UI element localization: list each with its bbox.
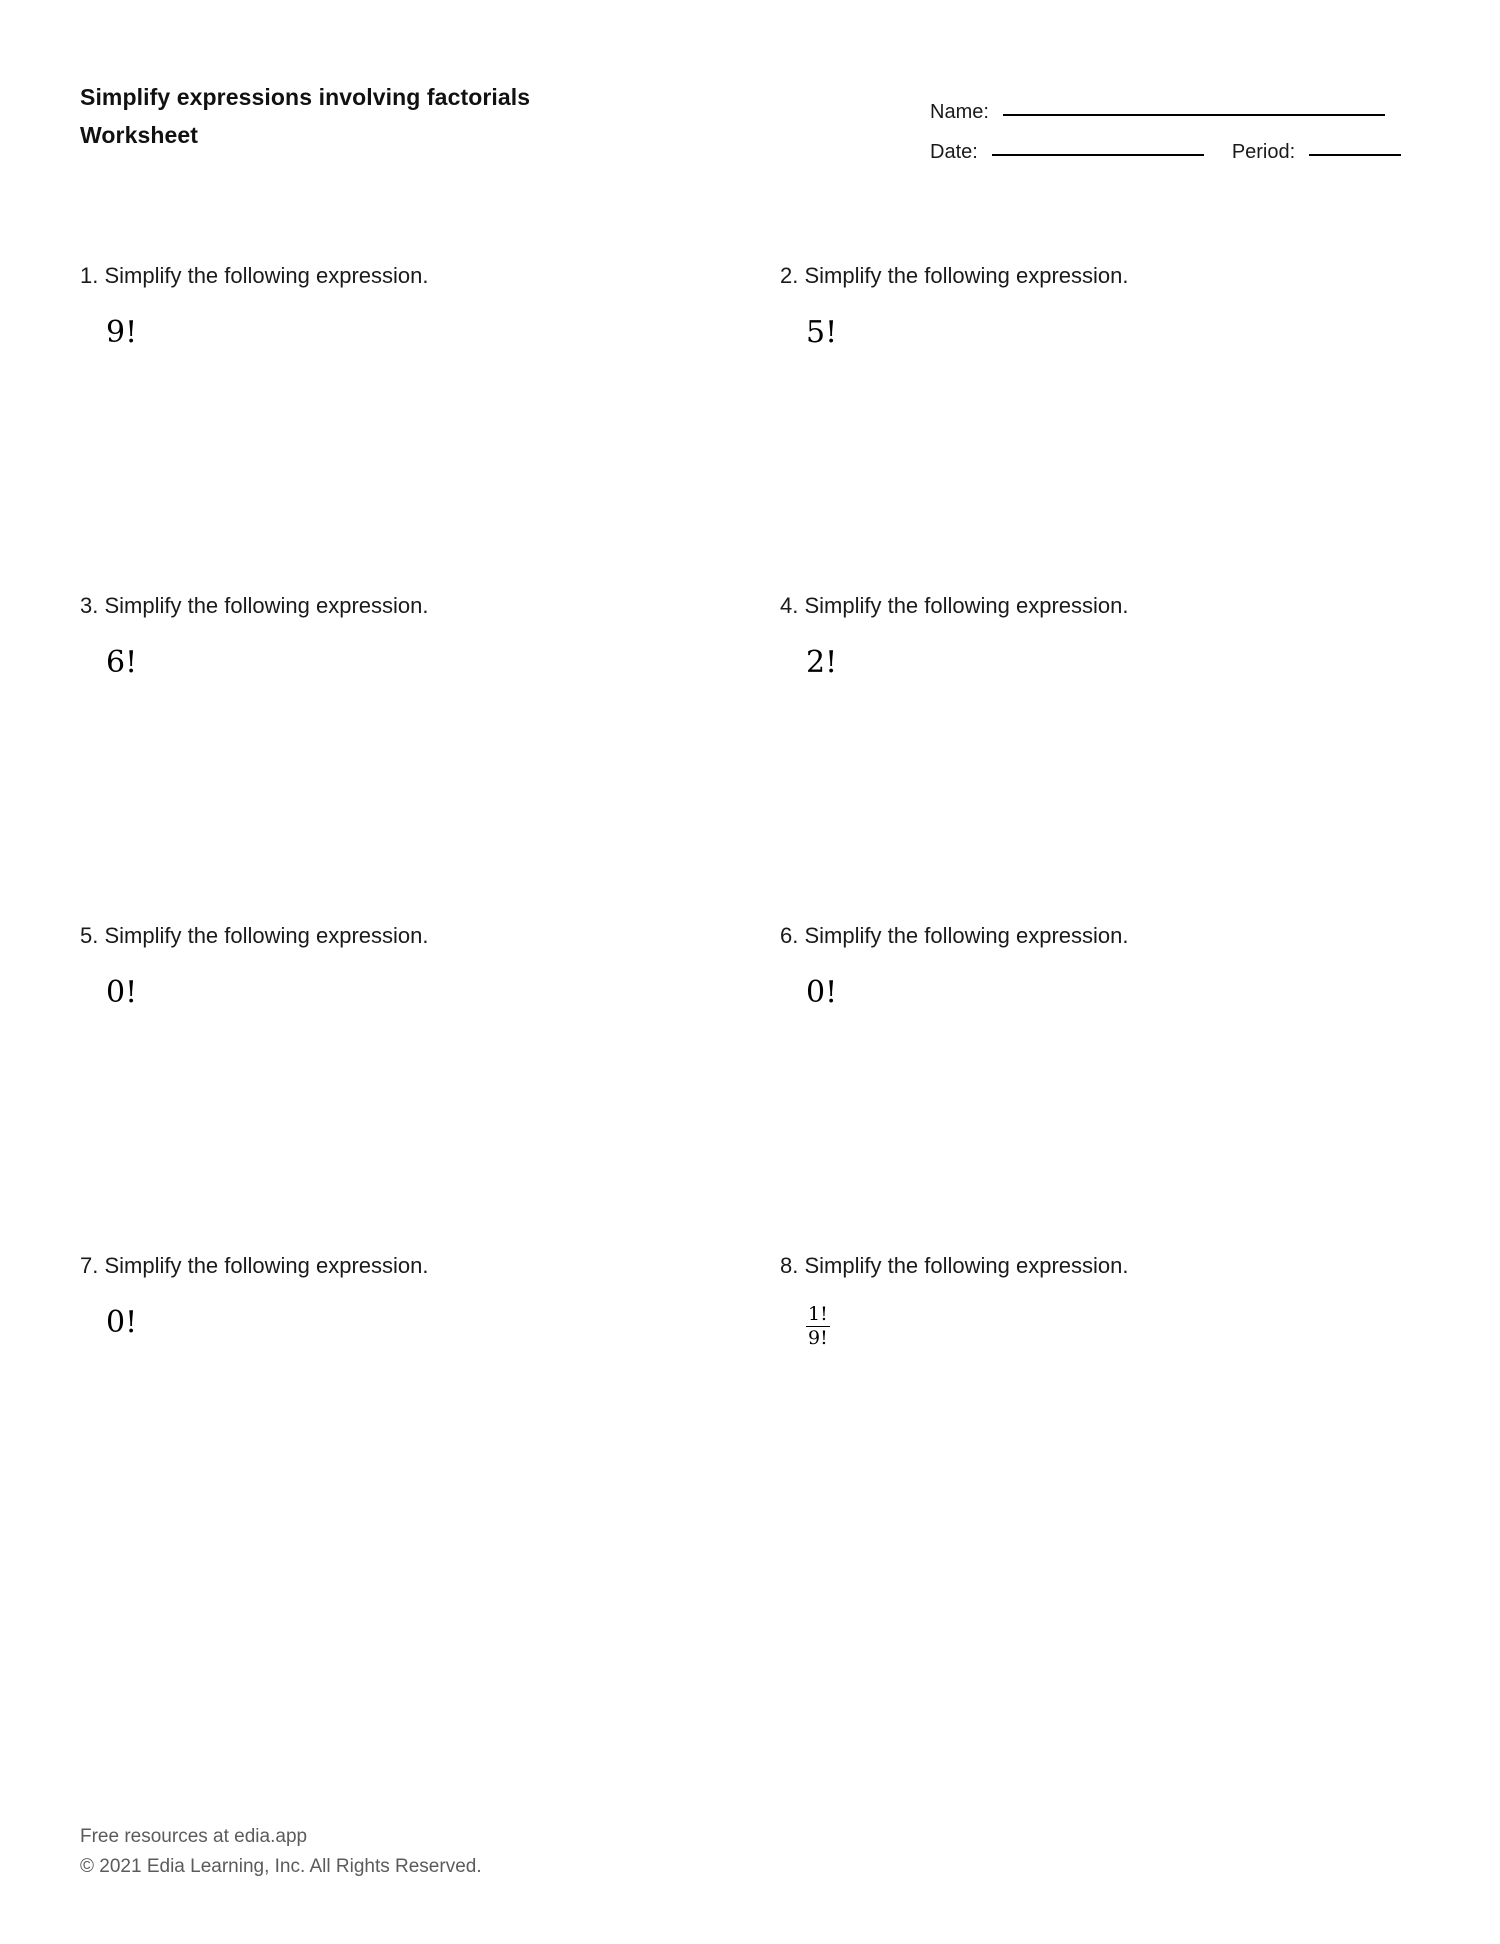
- problem-3-prompt: 3. Simplify the following expression.: [80, 593, 429, 618]
- name-input-line[interactable]: [1003, 114, 1385, 116]
- problem-5-expression: 0!: [106, 975, 138, 1010]
- problem-row-3: [0, 922, 1500, 1252]
- problem-4: [780, 592, 1340, 704]
- period-label: Period:: [1231, 141, 1296, 163]
- period-input-line[interactable]: [1309, 154, 1401, 156]
- name-field-row: [930, 82, 1430, 122]
- fraction-numerator: 1!: [808, 1303, 828, 1325]
- footer-resources-text: Free resources at edia.app: [80, 1826, 308, 1847]
- problem-1-prompt: 1. Simplify the following expression.: [80, 263, 429, 288]
- problem-row-2: [0, 592, 1500, 922]
- student-info-fields: [930, 82, 1430, 162]
- problem-7: [80, 1252, 640, 1364]
- problem-1-expression: 9!: [106, 315, 138, 350]
- problem-row-4: [0, 1252, 1500, 1582]
- page-title-line-1: Simplify expressions involving factorials: [80, 84, 531, 110]
- problem-5: [80, 922, 640, 1034]
- problem-2: [780, 262, 1340, 374]
- date-label: Date:: [930, 141, 978, 163]
- problem-7-prompt: 7. Simplify the following expression.: [80, 1253, 429, 1278]
- problem-row-1: [0, 262, 1500, 592]
- problem-2-prompt: 2. Simplify the following expression.: [780, 263, 1129, 288]
- fraction-denominator: 9!: [808, 1327, 828, 1349]
- page-title-line-2: Worksheet: [80, 122, 199, 148]
- problem-3-expression: 6!: [106, 645, 138, 680]
- name-label: Name:: [930, 101, 989, 123]
- problem-6: [780, 922, 1340, 1034]
- problem-grid: [0, 262, 1500, 1582]
- problem-3: [80, 592, 640, 704]
- problem-2-expression: 5!: [806, 315, 838, 350]
- problem-7-expression: 0!: [106, 1305, 138, 1340]
- date-input-line[interactable]: [992, 154, 1204, 156]
- page-title: [80, 78, 700, 154]
- problem-8-expression: [806, 1304, 1340, 1364]
- problem-4-expression: 2!: [806, 645, 838, 680]
- page-footer: [80, 1822, 880, 1882]
- problem-5-prompt: 5. Simplify the following expression.: [80, 923, 429, 948]
- worksheet-header: [0, 0, 1500, 200]
- problem-6-expression: 0!: [806, 975, 838, 1010]
- problem-8-prompt: 8. Simplify the following expression.: [780, 1253, 1129, 1278]
- footer-copyright-text: © 2021 Edia Learning, Inc. All Rights Reserved.: [80, 1856, 482, 1877]
- problem-4-prompt: 4. Simplify the following expression.: [780, 593, 1129, 618]
- fraction: [806, 1304, 830, 1349]
- problem-6-prompt: 6. Simplify the following expression.: [780, 923, 1129, 948]
- date-period-field-row: [930, 122, 1430, 162]
- problem-1: [80, 262, 640, 374]
- problem-8: [780, 1252, 1340, 1364]
